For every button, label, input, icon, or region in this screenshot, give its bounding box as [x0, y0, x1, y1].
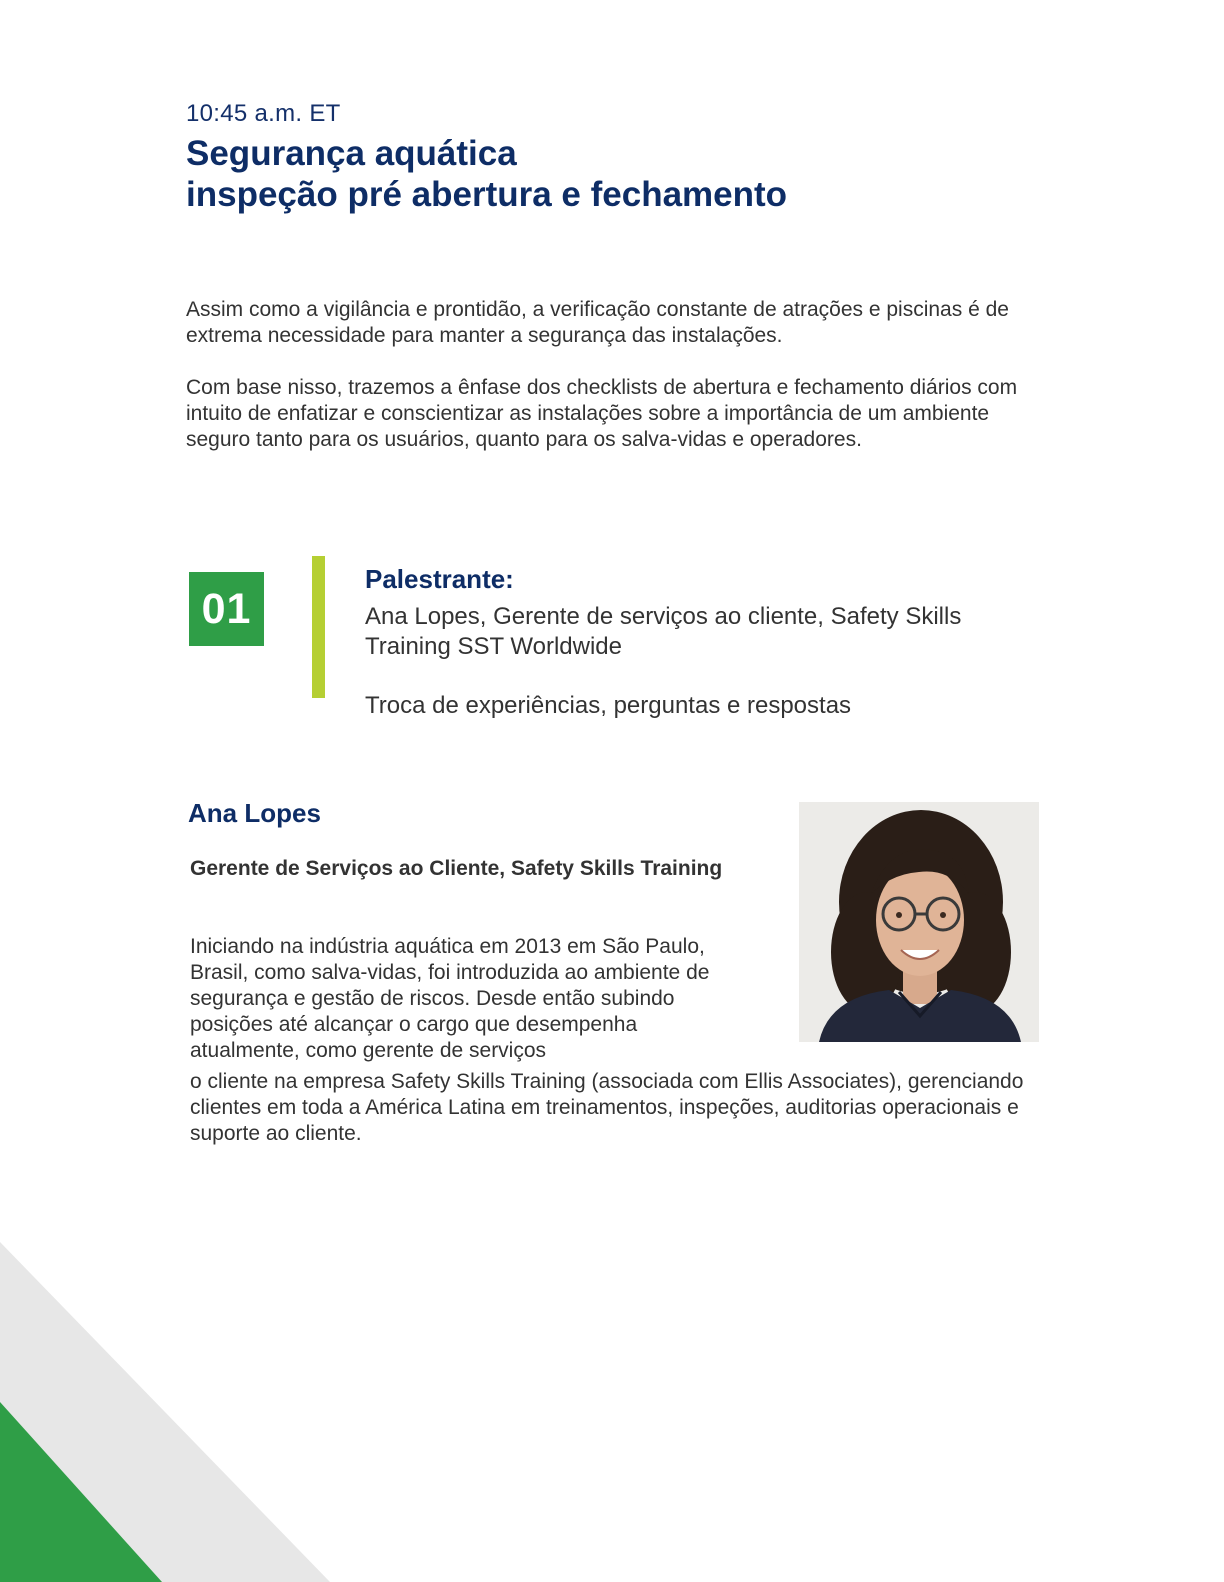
bio-name: Ana Lopes — [188, 798, 321, 828]
intro-paragraph-2: Com base nisso, trazemos a ênfase dos checklists de abertura e fechamento diários com intuito de enfatizar e conscientizar as instalações sobre a importância de um ambiente seguro tanto para os usuários, quanto para os salva-vidas e operadores. — [186, 376, 1018, 451]
section-number-badge: 01 — [189, 572, 264, 646]
bio-role: Gerente de Serviços ao Cliente, Safety Skills Training — [190, 857, 723, 880]
speaker-block — [365, 563, 1045, 721]
intro-paragraph-1: Assim como a vigilância e prontidão, a verificação constante de atrações e piscinas é de extrema necessidade para manter a segurança das instalações. — [186, 298, 1009, 347]
speaker-label: Palestrante: — [365, 564, 514, 594]
accent-divider — [312, 556, 325, 698]
bio-text-part-2: o cliente na empresa Safety Skills Training (associada com Ellis Associates), gerenciando clientes em toda a América Latina em treinamentos, inspeções, auditorias operacionais e suporte ao cliente. — [190, 1070, 1024, 1145]
session-title-line-1: Segurança aquática — [186, 134, 517, 173]
speaker-photo — [799, 802, 1039, 1042]
bio-text-part-1: Iniciando na indústria aquática em 2013 em São Paulo, Brasil, como salva-vidas, foi introduzida ao ambiente de segurança e gestão de riscos. Desde então subindo posições até alcançar o cargo que desempenha atualmente, como gerente de serviços — [190, 935, 710, 1062]
session-time: 10:45 a.m. ET — [186, 100, 341, 127]
session-title — [186, 133, 787, 215]
intro-text — [186, 297, 1046, 479]
session-title-line-2: inspeção pré abertura e fechamento — [186, 175, 788, 214]
speaker-portrait-illustration — [799, 802, 1039, 1042]
speaker-topic: Troca de experiências, perguntas e respostas — [365, 692, 852, 719]
speaker-description: Ana Lopes, Gerente de serviços ao cliente, Safety Skills Training SST Worldwide — [365, 603, 962, 660]
decorative-corner-shapes — [0, 1242, 330, 1582]
